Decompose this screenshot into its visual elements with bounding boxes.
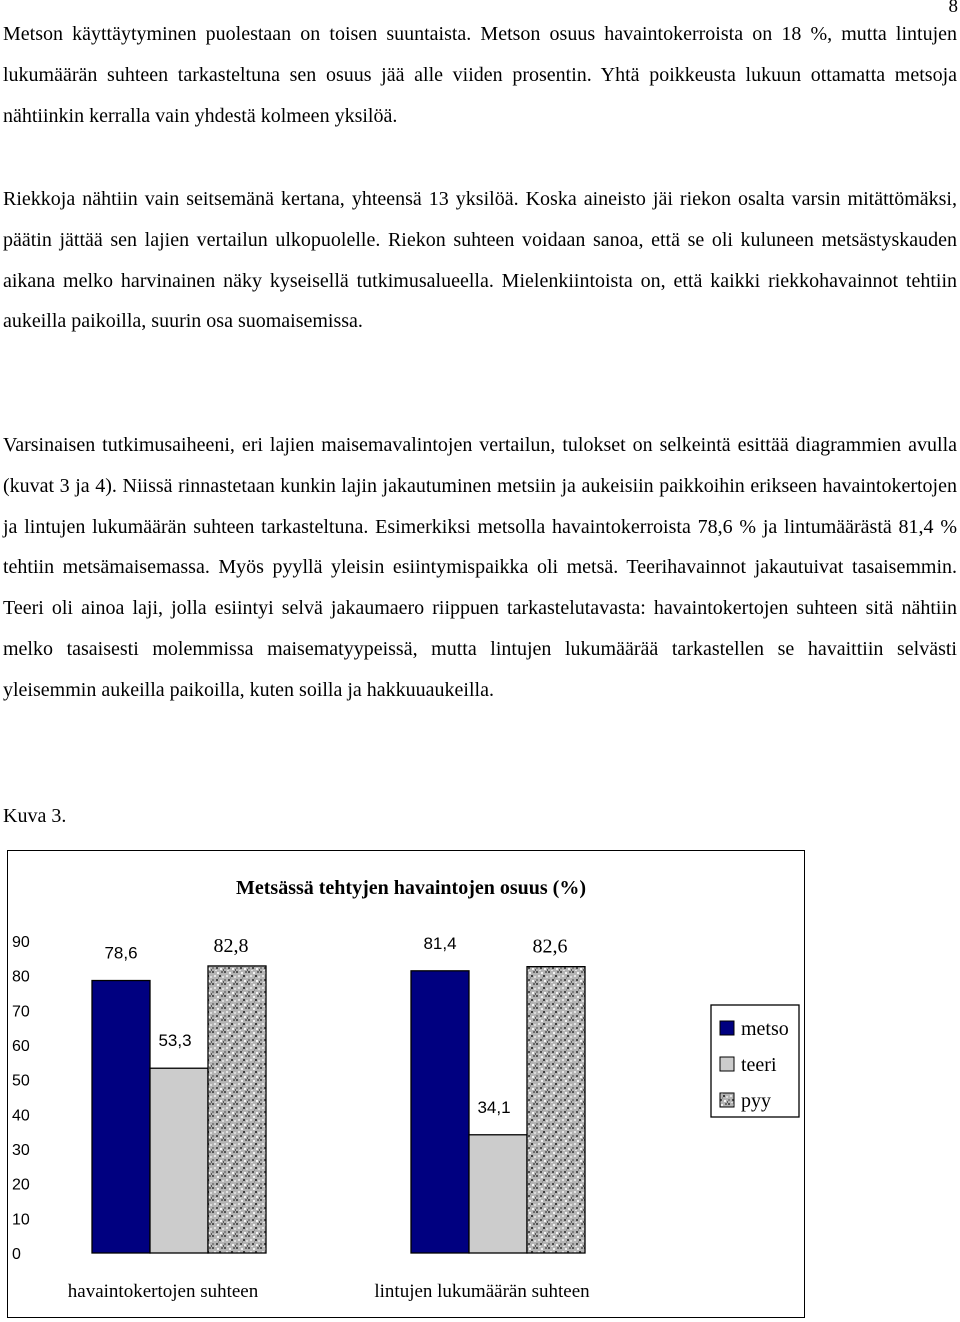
bar-teeri	[150, 1068, 208, 1253]
y-tick-label: 20	[12, 1176, 30, 1194]
bar-value-label: 34,1	[477, 1097, 511, 1117]
y-tick-label: 10	[12, 1211, 30, 1229]
category-label: lintujen lukumäärän suhteen	[374, 1281, 590, 1302]
bar-chart	[8, 851, 806, 1319]
category-label: havaintokertojen suhteen	[67, 1281, 259, 1302]
legend-label-pyy: pyy	[741, 1090, 771, 1112]
bar-metso	[411, 971, 469, 1253]
y-tick-label: 40	[12, 1107, 30, 1125]
legend-swatch-metso	[720, 1021, 734, 1035]
legend-label-teeri: teeri	[741, 1054, 777, 1076]
bar-pyy	[208, 966, 266, 1253]
y-tick-label: 50	[12, 1072, 30, 1090]
page-number: 8	[948, 0, 958, 17]
y-tick-label: 0	[12, 1246, 21, 1263]
paragraph-results: Varsinaisen tutkimusaiheeni, eri lajien maisemavalintojen vertailun, tulokset on selkeintä esittää diagrammien avulla (kuvat 3 ja 4). Niissä rinnastetaan kunkin lajin jakautuminen metsiin ja aukeisiin paikkoihin erikseen havaintokertojen ja lintujen lukumäärän suhteen tarkasteltuna. Esimerkiksi metsolla havaintokerroista 78,6 % ja lintumäärästä 81,4 % tehtiin metsämaisemassa. Myös pyyllä yleisin esiintymispaikka oli metsä. Teerihavainnot jakautuivat tasaisemmin. Teeri oli ainoa laji, jolla esiintyi selvä jakaumaero riippuen tarkastelutavasta: havaintokertojen suhteen sitä nähtiin melko tasaisesti molemmissa maisematyypeissä, mutta lintujen lukumäärää tarkastellen se havaittiin selvästi yleisemmin aukeilla paikoilla, kuten soilla ja hakkuuaukeilla.	[3, 434, 957, 701]
y-tick-label: 90	[12, 934, 30, 951]
legend-swatch-pyy	[720, 1093, 734, 1107]
bar-pyy	[527, 967, 585, 1253]
y-tick-label: 60	[12, 1038, 30, 1055]
bar-value-label: 82,8	[213, 934, 249, 957]
chart-title: Metsässä tehtyjen havaintojen osuus (%)	[236, 877, 586, 899]
paragraph-metso: Metson käyttäytyminen puolestaan on toisen suuntaista. Metson osuus havaintokerroista on 18 %, mutta lintujen lukumäärän suhteen tarkasteltuna sen osuus jää alle viiden prosentin. Yhtä poikkeusta lukuun ottamatta metsoja nähtiinkin kerralla vain yhdestä kolmeen yksilöä.	[3, 23, 957, 127]
bar-value-label: 53,3	[158, 1031, 192, 1051]
figure-caption: Kuva 3.	[3, 805, 67, 827]
legend-label-metso: metso	[741, 1018, 789, 1040]
bar-teeri	[469, 1135, 527, 1253]
chart-frame	[7, 850, 805, 1318]
y-tick-label: 70	[12, 1003, 30, 1021]
y-tick-label: 80	[12, 968, 30, 986]
bar-value-label: 81,4	[423, 933, 457, 953]
bar-metso	[92, 981, 150, 1253]
bar-value-label: 78,6	[104, 943, 138, 963]
paragraph-riekko: Riekkoja nähtiin vain seitsemänä kertana, yhteensä 13 yksilöä. Koska aineisto jäi riekon osalta varsin mitättömäksi, päätin jättää sen lajien vertailun ulkopuolelle. Riekon suhteen voidaan sanoa, että se oli kuluneen metsästyskauden aikana melko harvinainen näky kyseisellä tutkimusalueella. Mielenkiintoista on, että kaikki riekkohavainnot tehtiin aukeilla paikoilla, suurin osa suomaisemissa.	[3, 188, 957, 333]
legend-swatch-teeri	[720, 1057, 734, 1071]
y-tick-label: 30	[12, 1142, 30, 1159]
bar-value-label: 82,6	[532, 935, 568, 958]
